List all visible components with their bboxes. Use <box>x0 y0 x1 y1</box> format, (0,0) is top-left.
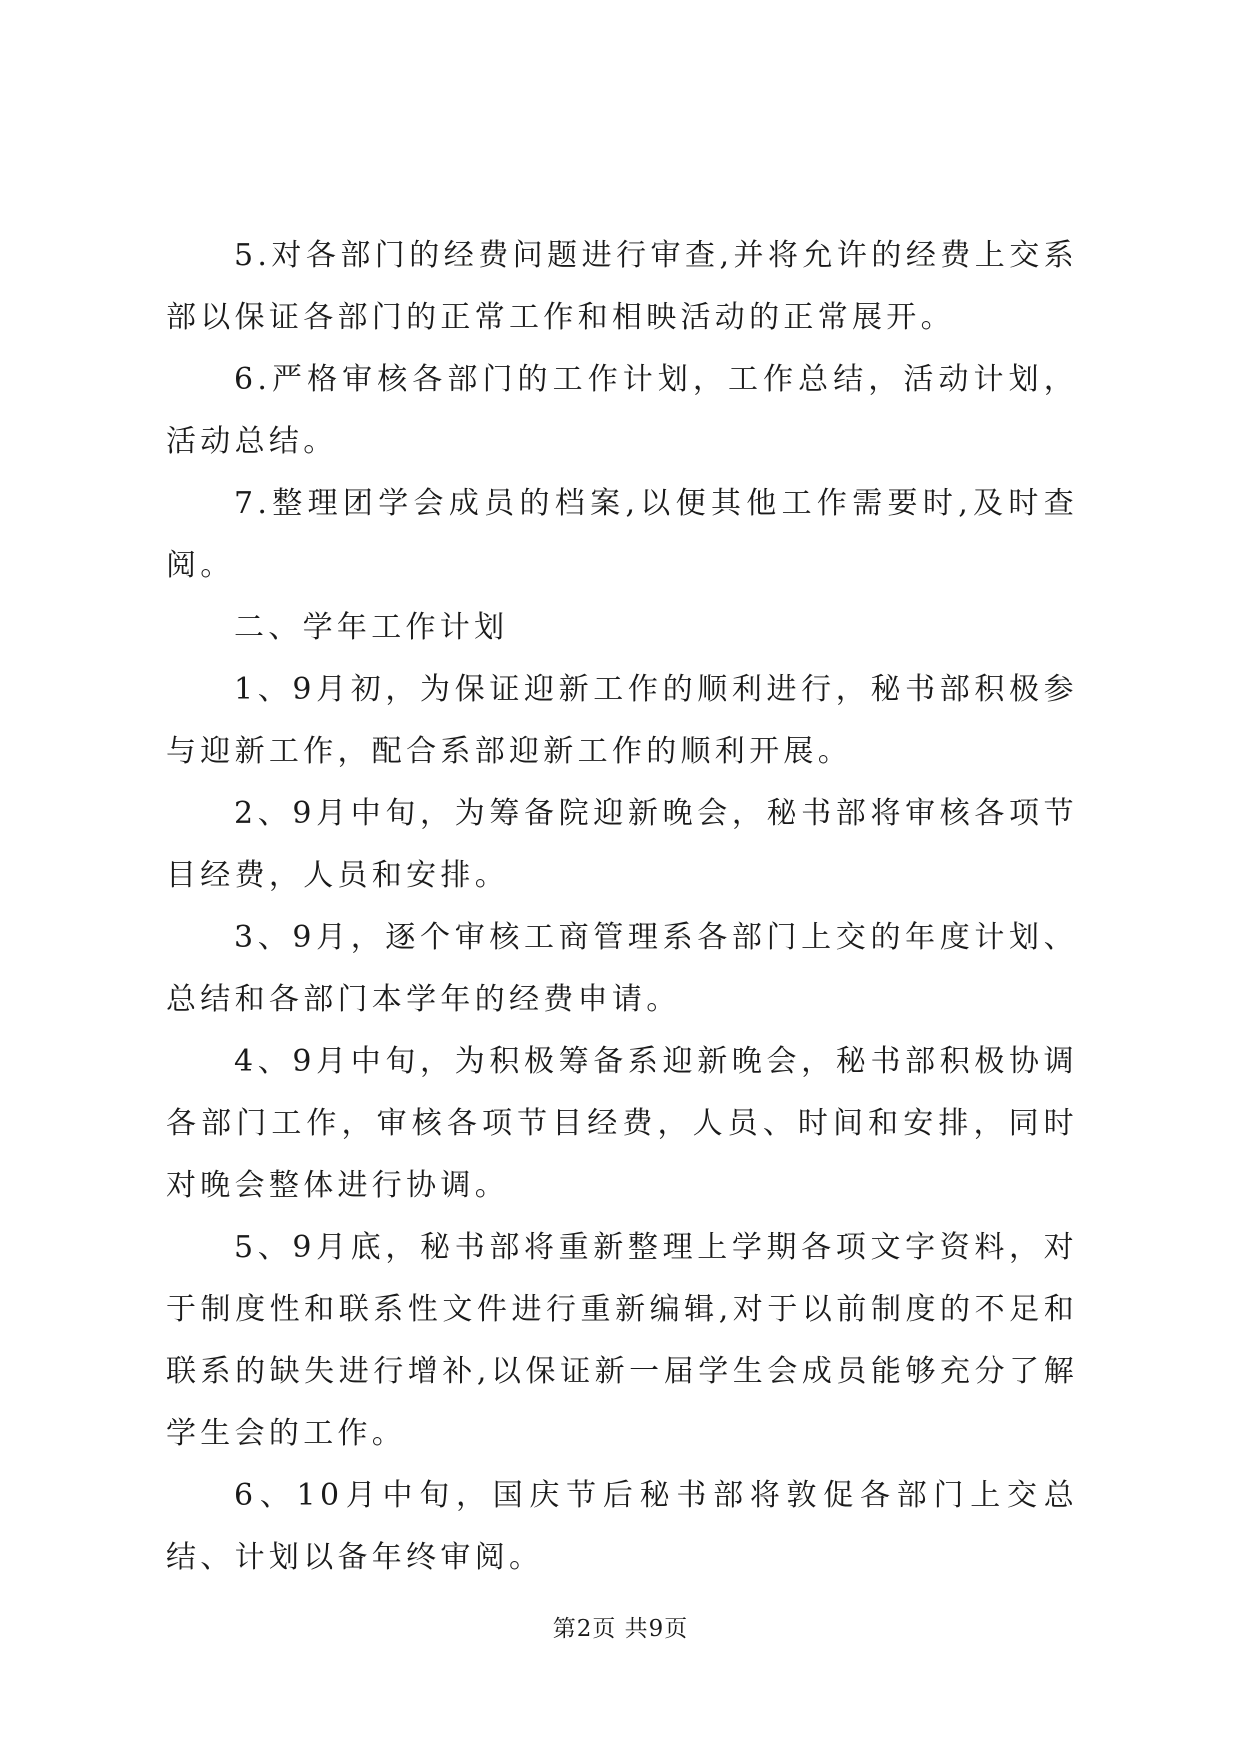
paragraph-8: 5、9月底，秘书部将重新整理上学期各项文字资料，对于制度性和联系性文件进行重新编辑,对于以前制度的不足和联系的缺失进行增补,以保证新一届学生会成员能够充分了解学生会的工作。 <box>166 1230 1078 1451</box>
section-heading: 二、学年工作计划 <box>234 610 509 645</box>
paragraph-3: 7.整理团学会成员的档案,以便其他工作需要时,及时查阅。 <box>166 486 1078 583</box>
document-body <box>166 225 1078 1589</box>
paragraph-5: 2、9月中旬，为筹备院迎新晚会，秘书部将审核各项节目经费，人员和安排。 <box>166 796 1078 893</box>
paragraph-9: 6、10月中旬，国庆节后秘书部将敦促各部门上交总结、计划以备年终审阅。 <box>166 1478 1078 1575</box>
paragraph-1: 5.对各部门的经费问题进行审查,并将允许的经费上交系部以保证各部门的正常工作和相映活动的正常展开。 <box>166 238 1078 335</box>
paragraph-6: 3、9月，逐个审核工商管理系各部门上交的年度计划、总结和各部门本学年的经费申请。 <box>166 920 1078 1017</box>
paragraph-7: 4、9月中旬，为积极筹备系迎新晚会，秘书部积极协调各部门工作，审核各项节目经费，人员、时间和安排，同时对晚会整体进行协调。 <box>166 1044 1078 1203</box>
paragraph-4: 1、9月初，为保证迎新工作的顺利进行，秘书部积极参与迎新工作，配合系部迎新工作的顺利开展。 <box>166 672 1078 769</box>
paragraph-2: 6.严格审核各部门的工作计划，工作总结，活动计划，活动总结。 <box>166 362 1078 459</box>
page-number-footer: 第2页 共9页 <box>552 1616 689 1642</box>
